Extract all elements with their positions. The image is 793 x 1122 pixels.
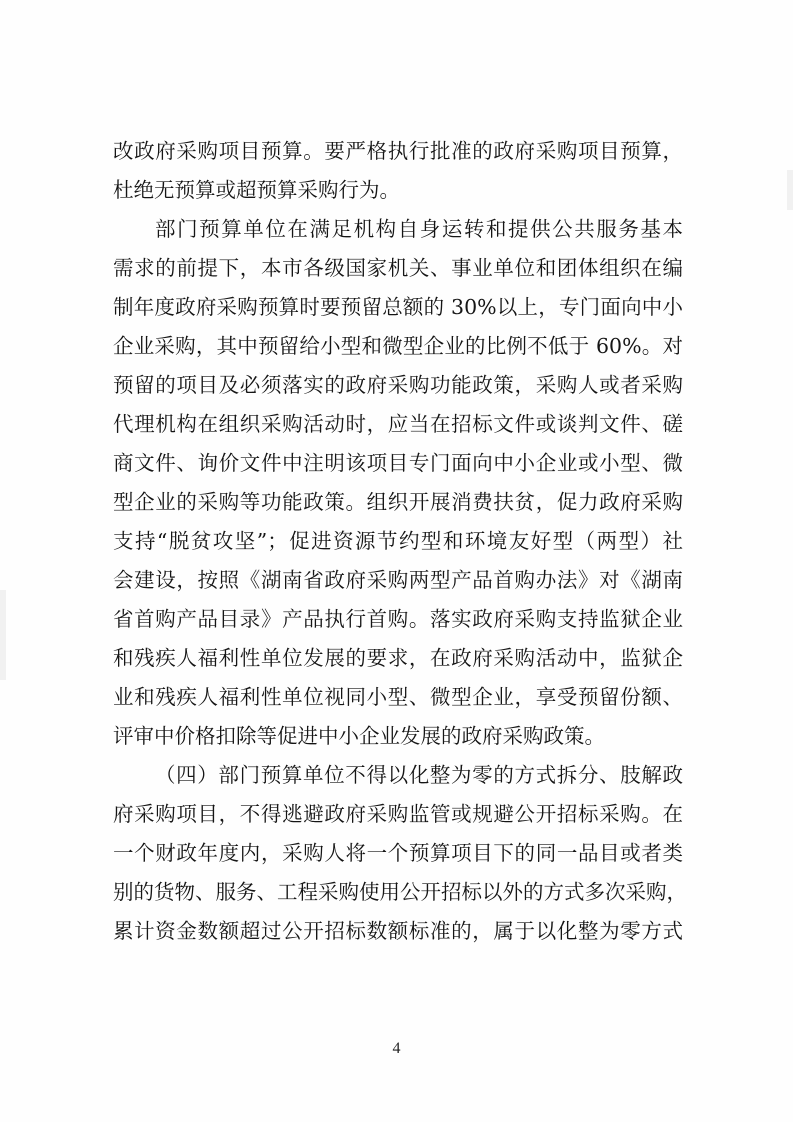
- scan-shadow-left: [0, 590, 6, 680]
- paragraph-2-line-14: 评审中价格扣除等促进中小企业发展的政府采购政策。: [113, 724, 605, 748]
- paragraph-2-line-4: 企业采购，其中预留给小型和微型企业的比例不低于 60%。对: [113, 334, 683, 358]
- paragraph-2-line-1: 部门预算单位在满足机构自身运转和提供公共服务基本: [155, 217, 683, 241]
- paragraph-2-line-9: 支持“脱贫攻坚”；促进资源节约型和环境友好型（两型）社: [113, 529, 683, 553]
- paragraph-3-line-1: （四）部门预算单位不得以化整为零的方式拆分、肢解政: [155, 763, 683, 787]
- paragraph-2-line-6: 代理机构在组织采购活动时，应当在招标文件或谈判文件、磋: [113, 412, 683, 436]
- paragraph-1-line-2: 杜绝无预算或超预算采购行为。: [113, 178, 400, 202]
- paragraph-2-line-7: 商文件、询价文件中注明该项目专门面向中小企业或小型、微: [113, 451, 683, 475]
- paragraph-2-line-13: 业和残疾人福利性单位视同小型、微型企业，享受预留份额、: [113, 685, 683, 709]
- paragraph-2-line-11: 省首购产品目录》产品执行首购。落实政府采购支持监狱企业: [113, 607, 683, 631]
- paragraph-3-line-3: 一个财政年度内，采购人将一个预算项目下的同一品目或者类: [113, 841, 683, 865]
- paragraph-1-line-1: 改政府采购项目预算。要严格执行批准的政府采购项目预算，: [113, 139, 683, 163]
- paragraph-2-line-3: 制年度政府采购预算时要预留总额的 30%以上，专门面向中小: [113, 295, 683, 319]
- scan-shadow-right: [787, 170, 793, 210]
- paragraph-3-line-2: 府采购项目，不得逃避政府采购监管或规避公开招标采购。在: [113, 802, 683, 826]
- paragraph-3-line-4: 别的货物、服务、工程采购使用公开招标以外的方式多次采购，: [113, 880, 687, 904]
- page-number: 4: [392, 1040, 401, 1057]
- paragraph-2-line-10: 会建设，按照《湖南省政府采购两型产品首购办法》对《湖南: [113, 568, 683, 592]
- paragraph-2-line-5: 预留的项目及必须落实的政府采购功能政策，采购人或者采购: [113, 373, 683, 397]
- paragraph-3-line-5: 累计资金数额超过公开招标数额标准的，属于以化整为零方式: [113, 919, 683, 943]
- paragraph-2-line-12: 和残疾人福利性单位发展的要求，在政府采购活动中，监狱企: [113, 646, 683, 670]
- paragraph-2-line-2: 需求的前提下，本市各级国家机关、事业单位和团体组织在编: [113, 256, 683, 280]
- paragraph-2-line-8: 型企业的采购等功能政策。组织开展消费扶贫，促力政府采购: [113, 490, 683, 514]
